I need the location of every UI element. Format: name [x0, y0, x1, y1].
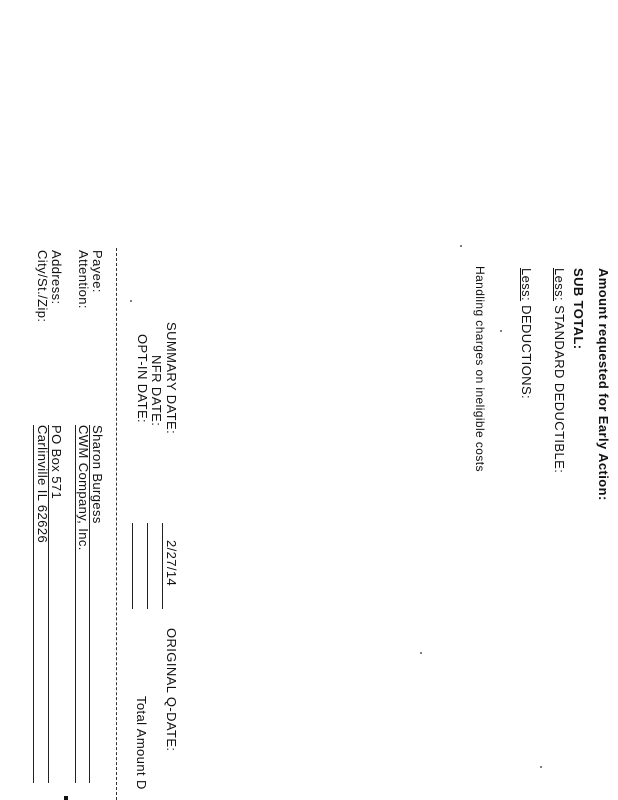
std-deductible-label: STANDARD DEDUCTIBLE:	[552, 305, 567, 474]
optin-date-label: OPT-IN DATE:	[135, 334, 150, 424]
section-divider	[116, 248, 117, 800]
scan-speck	[500, 330, 502, 332]
scan-mark	[64, 796, 68, 800]
original-q-date-label: ORIGINAL Q-DATE:	[164, 628, 179, 752]
deductions-row	[520, 268, 533, 399]
attention-label: Attention:	[76, 250, 91, 309]
address-underline	[48, 425, 49, 783]
nfr-date-line	[147, 523, 148, 609]
scan-speck	[130, 300, 132, 302]
payee-label: Payee:	[90, 250, 105, 293]
optin-date-line	[132, 523, 133, 609]
summary-date-label: SUMMARY DATE:	[164, 322, 179, 435]
subtotal-label: SUB TOTAL:	[571, 268, 586, 350]
scan-speck	[540, 766, 542, 768]
attention-underline	[75, 425, 76, 783]
address-value: PO Box 571	[49, 425, 64, 500]
payee-value: Sharon Burgess	[90, 425, 105, 524]
payee-underline	[89, 425, 90, 783]
handling-charges-label: Handling charges on ineligible costs	[473, 266, 487, 472]
std-deductible-row	[553, 268, 566, 473]
nfr-date-label: NFR DATE:	[149, 355, 164, 427]
city-value: Carlinville IL 62626	[35, 425, 50, 544]
city-label: City/St./Zip:	[35, 250, 50, 323]
summary-date-value: 2/27/14	[164, 540, 179, 587]
scan-speck	[460, 245, 462, 247]
deductions-label: DEDUCTIONS:	[519, 305, 534, 400]
city-underline	[33, 425, 34, 783]
summary-date-line	[162, 523, 163, 609]
total-amount-label: Total Amount D	[134, 696, 149, 790]
scan-speck	[420, 652, 422, 654]
deductions-prefix: Less:	[519, 268, 534, 302]
early-action-label: Amount requested for Early Action:	[596, 268, 611, 501]
attention-value: CWM Company, Inc.	[76, 425, 91, 551]
std-deductible-prefix: Less:	[552, 268, 567, 302]
address-label: Address:	[49, 250, 64, 305]
